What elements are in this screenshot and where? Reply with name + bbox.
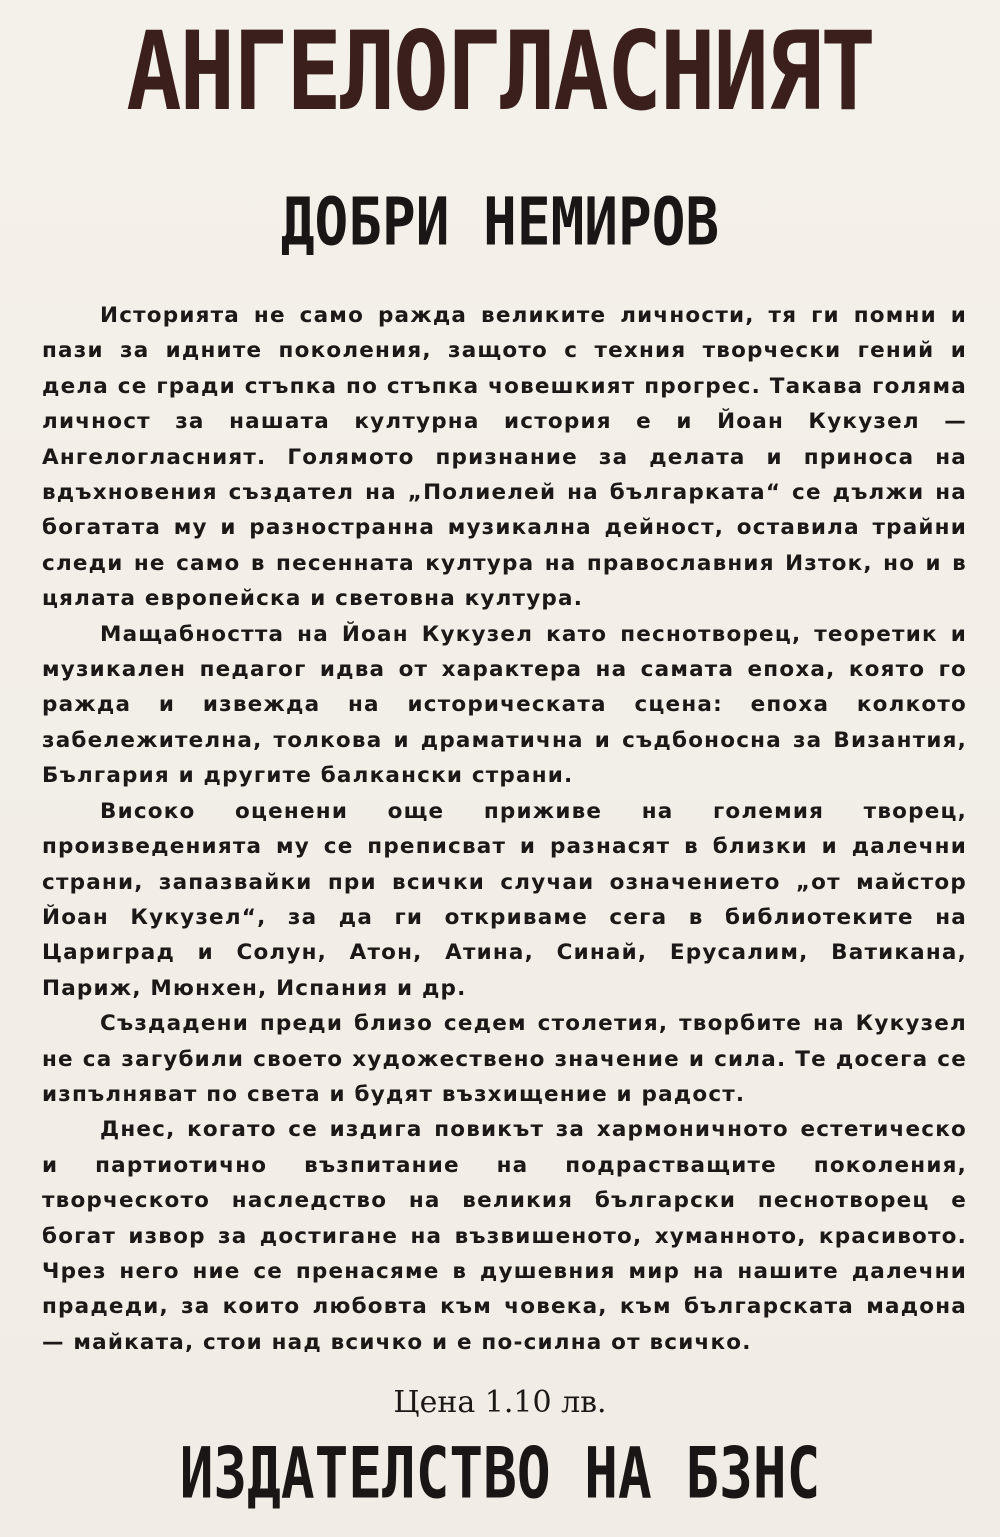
- paragraph: Историята не само ражда великите личности, тя ги помни и пази за идните поколения, защото с техния творчески гений и дела се гради стъпка по стъпка човешкият прогрес. Такава голяма личност за нашата културна история е и Йоан Кукузел — Ангелогласният. Голямото признание за делата и приноса на вдъхновения създател на „Полиелей на българката“ се дължи на богатата му и разностранна музикална дейност, оставила трайни следи не само в песенната култура на православния Изток, но и в цялата европейска и световна култура.: [42, 303, 967, 612]
- publisher-name: ИЗДАТЕЛСТВО НА БЗНС: [179, 1433, 821, 1515]
- paragraph: Днес, когато се издига повикът за хармоничното естетическо и партиотично възпитание на подрастващите поколения, творческото наследство на великия български песнотворец е богат извор за достигане на възвишеното, хуманното, красивото. Чрез него ние се пренасяме в душевния мир на нашите далечни прадеди, за които любовта към човека, към българската мадона — майката, стои над всичко и е по-силна от всичко.: [42, 1117, 967, 1355]
- author-name: ДОБРИ НЕМИРОВ: [280, 184, 720, 261]
- book-title: АНГЕЛОГЛАСНИЯТ: [126, 8, 874, 135]
- price-label: Цена 1.10 лв.: [393, 1385, 607, 1420]
- paragraph: Мащабността на Йоан Кукузел като песнотворец, теоретик и музикален педагог идва от характера на самата епоха, която го ражда и извежда на историческата сцена: епоха колкото забележителна, толкова и драматична и съдбоносна за Византия, България и другите балкански страни.: [42, 621, 967, 789]
- paragraph: Създадени преди близо седем столетия, творбите на Кукузел не са загубили своето художествено значение и сила. Те досега се изпълняват по света и будят възхищение и радост.: [42, 1011, 967, 1107]
- paragraph: Високо оценени още приживе на големия творец, произведенията му се преписват и разнасят в близки и далечни страни, запазвайки при всички случаи означението „от майстор Йоан Кукузел“, за да ги откриваме сега в библиотеките на Цариград и Солун, Атон, Атина, Синай, Ерусалим, Ватикана, Париж, Мюнхен, Испания и др.: [42, 798, 967, 1001]
- annotation-text: [42, 298, 967, 1360]
